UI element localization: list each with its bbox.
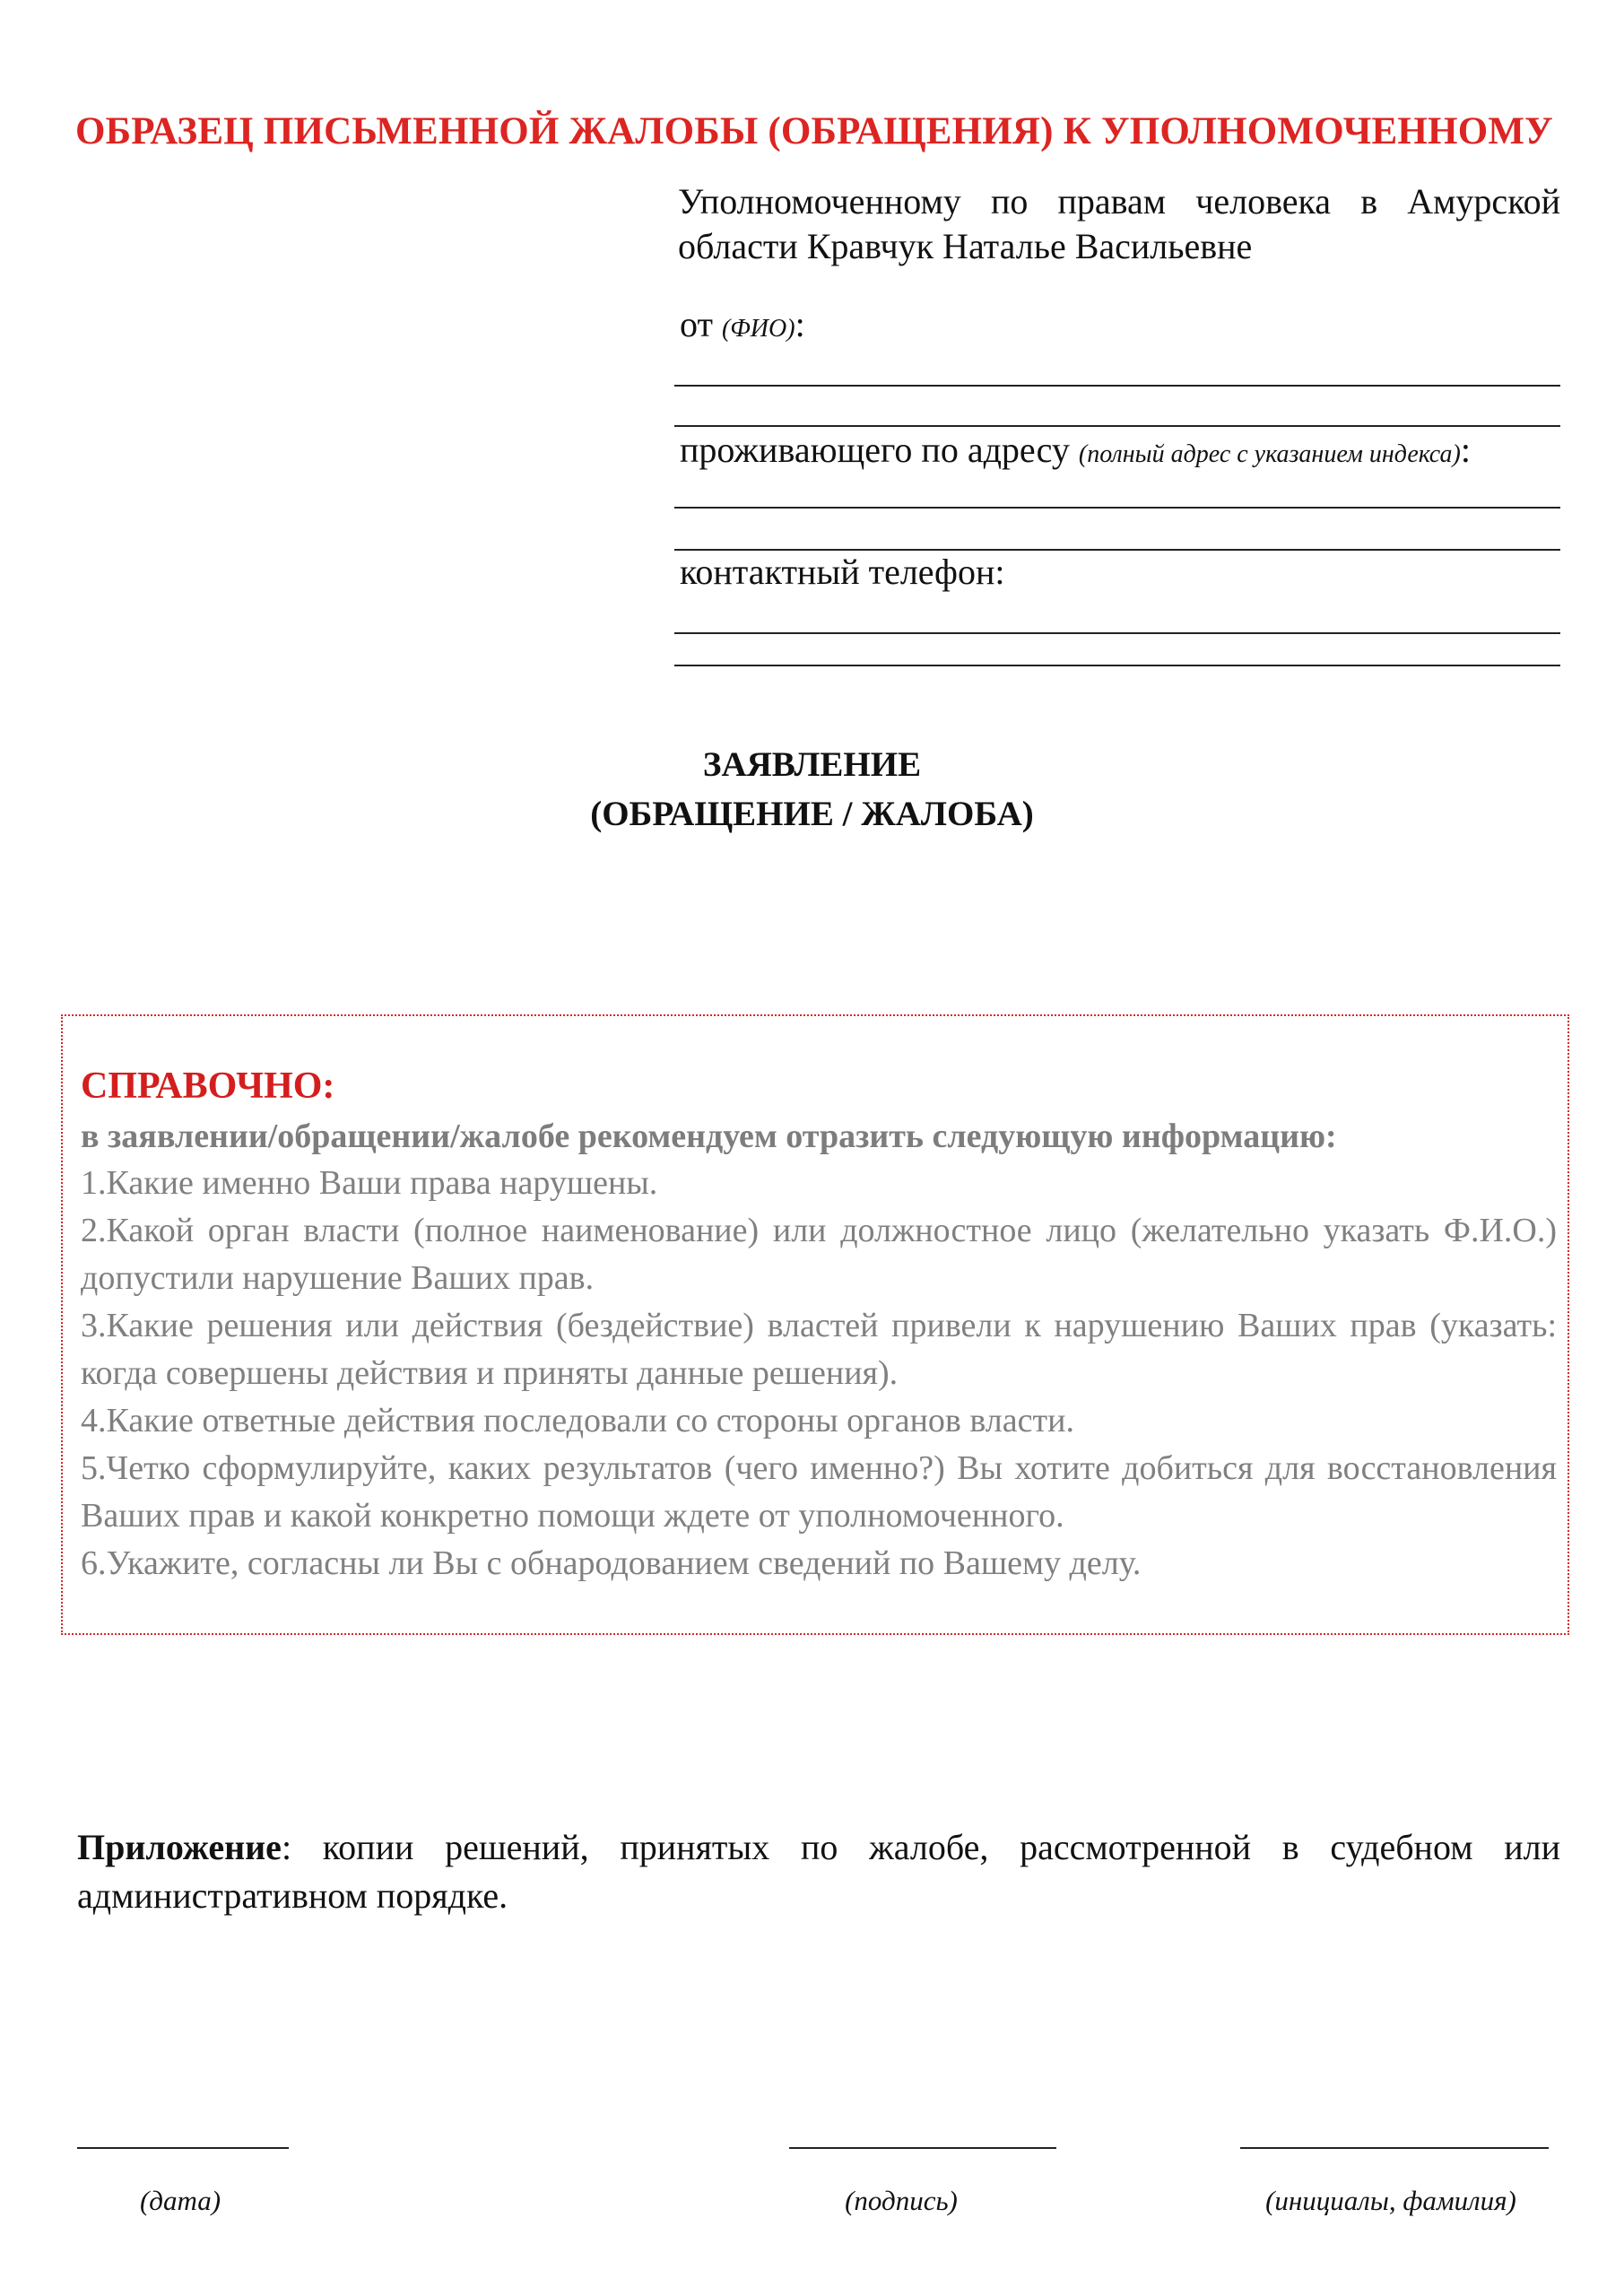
appendix-paragraph (77, 1823, 1560, 1920)
date-caption: (дата) (139, 2185, 221, 2216)
address-suffix: : (1460, 430, 1471, 470)
statement-subtitle: (ОБРАЩЕНИЕ / ЖАЛОБА) (590, 795, 1034, 833)
from-label (680, 303, 805, 345)
reference-intro: в заявлении/обращении/жалобе рекомендуем отразить следующую информацию: (81, 1118, 1337, 1155)
from-suffix: : (795, 304, 805, 344)
phone-fill-line-1[interactable] (674, 632, 1560, 634)
document-title: ОБРАЗЕЦ ПИСЬМЕННОЙ ЖАЛОБЫ (ОБРАЩЕНИЯ) К УПОЛНОМОЧЕННОМУ (75, 110, 1553, 152)
address-hint: (полный адрес с указанием индекса) (1078, 440, 1461, 468)
reference-heading: СПРАВОЧНО: (81, 1065, 335, 1107)
signature-fill-line[interactable] (789, 2147, 1056, 2149)
phone-fill-line-2[interactable] (674, 665, 1560, 666)
address-prefix: проживающего по адресу (680, 430, 1079, 470)
name-fill-line[interactable] (1240, 2147, 1549, 2149)
appendix-label: Приложение (77, 1827, 282, 1867)
reference-box (61, 1014, 1569, 1635)
reference-list (81, 1160, 1557, 1587)
phone-label: контактный телефон: (680, 552, 1005, 592)
date-fill-line[interactable] (77, 2147, 289, 2149)
name-caption: (инициалы, фамилия) (1265, 2185, 1516, 2216)
statement-title: ЗАЯВЛЕНИЕ (702, 745, 922, 784)
from-hint: (ФИО) (721, 315, 795, 343)
address-label (680, 429, 1471, 471)
from-fill-line-1[interactable] (674, 385, 1560, 387)
reference-item: 1.Какие именно Ваши права нарушены. (81, 1164, 658, 1202)
appendix-text: : копии решений, принятых по жалобе, рассмотренной в судебном или административном порядке. (77, 1827, 1560, 1916)
reference-item: 2.Какой орган власти (полное наименование) или должностное лицо (желательно указать Ф.И.О.) допустили нарушение Ваших прав. (81, 1212, 1557, 1297)
from-prefix: от (680, 304, 722, 344)
reference-item: 6.Укажите, согласны ли Вы с обнародованием сведений по Вашему делу. (81, 1544, 1142, 1582)
reference-item: 4.Какие ответные действия последовали со стороны органов власти. (81, 1402, 1074, 1439)
reference-item: 5.Четко сформулируйте, каких результатов (чего именно?) Вы хотите добиться для восстановления Ваших прав и какой конкретно помощи ждете от уполномоченного. (81, 1449, 1557, 1535)
from-fill-line-2[interactable] (674, 425, 1560, 427)
signature-caption: (подпись) (845, 2185, 958, 2216)
addressee-block: Уполномоченному по правам человека в Амурской области Кравчук Наталье Васильевне (678, 181, 1560, 266)
address-fill-line-1[interactable] (674, 507, 1560, 509)
reference-item: 3.Какие решения или действия (бездействие) властей привели к нарушению Ваших прав (указать: когда совершены действия и приняты данные решения). (81, 1307, 1557, 1392)
